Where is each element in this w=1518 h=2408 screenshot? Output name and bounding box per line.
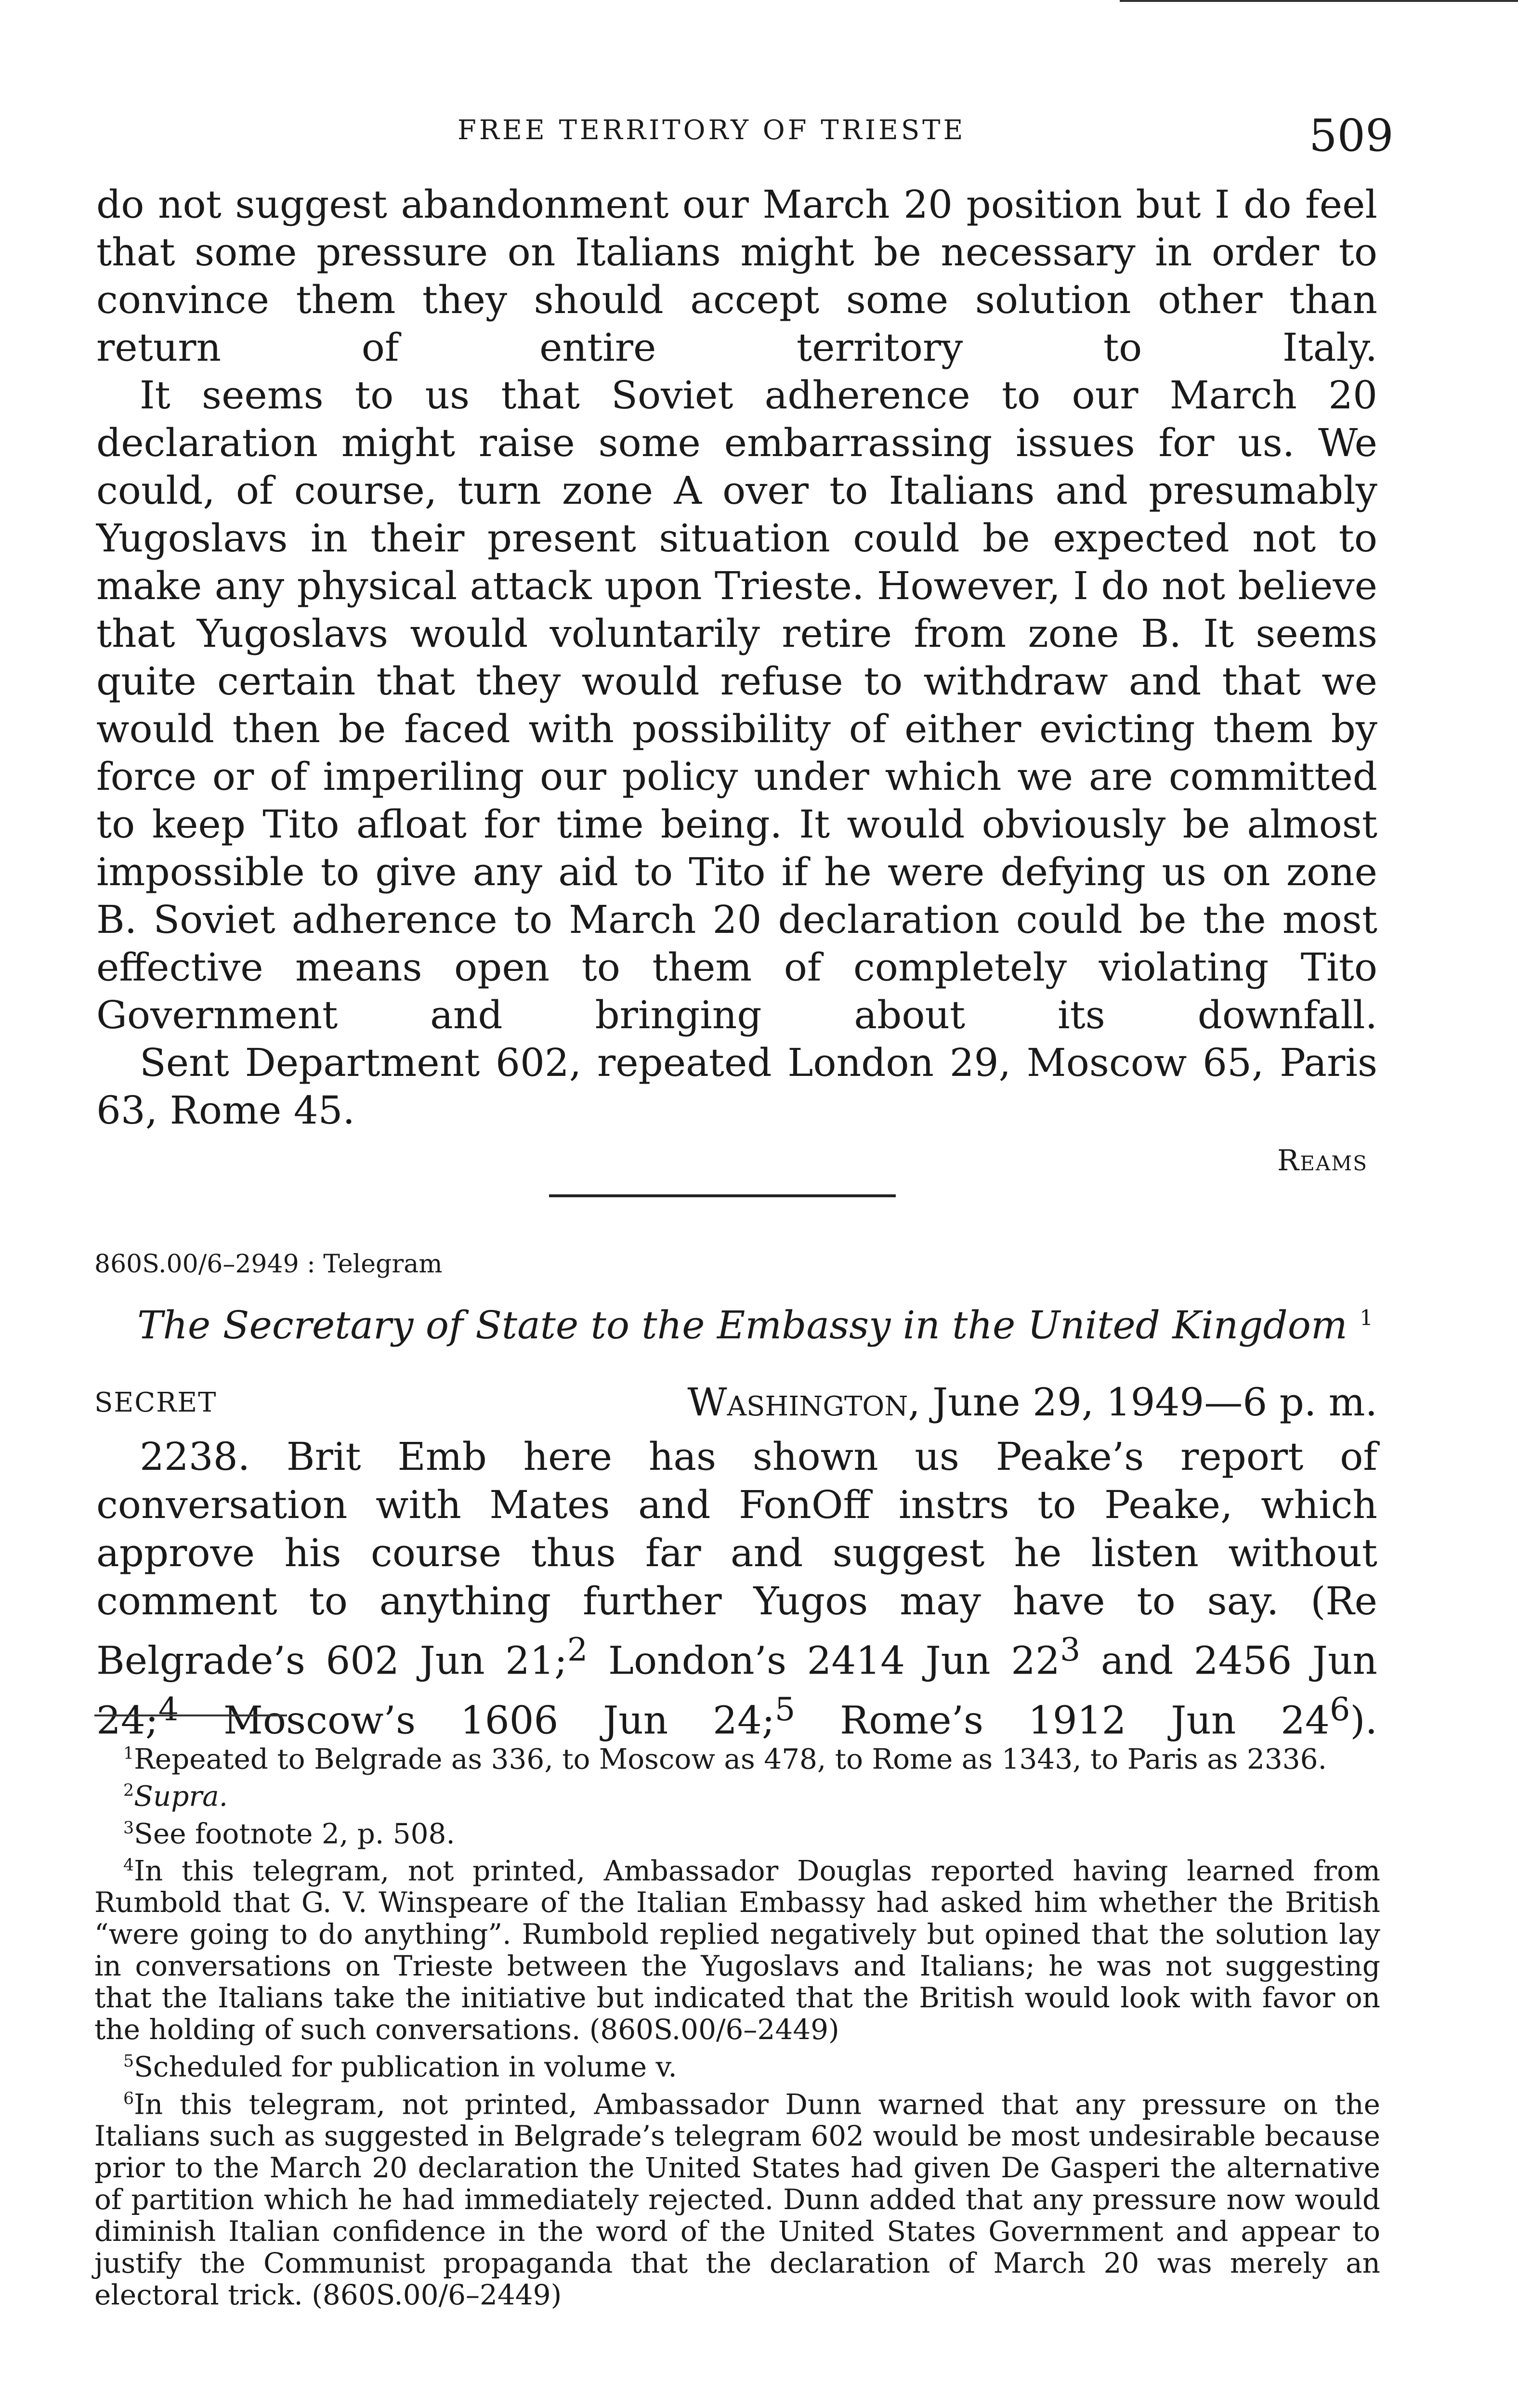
footnote xyxy=(94,1812,1380,1849)
footnote-marker: 6 xyxy=(1329,1690,1350,1728)
footnote xyxy=(94,1775,1380,1812)
dateline xyxy=(687,1380,1377,1425)
footnote-number: 2 xyxy=(123,1781,134,1801)
paragraph: do not suggest abandonment our March 20 position but I do feel that some pressure on Italians might be necessary in order to convince them they should accept some solution other than return of entire territory to Italy. xyxy=(96,182,1377,370)
dateline-place: Washington xyxy=(687,1380,908,1425)
paragraph: It seems to us that Soviet adherence to our March 20 declaration might raise some embarrassing issues for us. We could, of course, turn zone A over to Italians and presumably Yugoslavs in their present situation could be expected not to make any physical attack upon Trieste. However, I do not believe that Yugoslavs would voluntarily retire from zone B. It seems quite certain that they would refuse to withdraw and that we would then be faced with possibility of either evicting them by force or of imperiling our policy under which we are committed to keep Tito afloat for time being. It would obviously be almost impossible to give any aid to Tito if he were defying us on zone B. Soviet adherence to March 20 declaration could be the most effective means open to them of completely violating Tito Government and bringing about its downfall. xyxy=(96,373,1377,1037)
text-run: Moscow’s 1606 Jun 24; xyxy=(179,1698,775,1743)
running-head: FREE TERRITORY OF TRIESTE xyxy=(458,115,966,146)
signature: Reams xyxy=(1277,1144,1368,1178)
footnote-rule xyxy=(94,1714,287,1716)
footnote xyxy=(94,1849,1380,2045)
text-run: London’s 2414 Jun 22 xyxy=(588,1638,1060,1683)
footnote xyxy=(94,2083,1380,2311)
page-number: 509 xyxy=(1309,110,1394,161)
paragraph xyxy=(96,1433,1377,1744)
footnote-text: Repeated to Belgrade as 336, to Moscow as 478, to Rome as 1343, to Paris as 2336. xyxy=(134,1742,1327,1776)
classification-label: SECRET xyxy=(94,1387,217,1418)
footnote xyxy=(94,1738,1380,1775)
footnote-text: Supra. xyxy=(134,1780,228,1813)
paragraph: Sent Department 602, repeated London 29, Moscow 65, Paris 63, Rome 45. xyxy=(96,1040,1377,1133)
file-reference: 860S.00/6–2949 : Telegram xyxy=(94,1250,443,1279)
section-divider xyxy=(549,1194,896,1197)
document-title-text: The Secretary of State to the Embassy in the United Kingdom xyxy=(137,1303,1348,1348)
footnote-text: See footnote 2, p. 508. xyxy=(134,1817,455,1850)
footnote-text: In this telegram, not printed, Ambassador Douglas reported having learned from Rumbold that G. V. Winspeare of the Italian Embassy had asked him whether the British “were going to do anything”. Rumbold replied negatively but opined that the solution lay in conversations on Trieste between the Yugoslavs and Italians; he was not suggesting that the Italians take the initiative but indicated that the British would look with favor on the holding of such conversations. (860S.00/6–2449) xyxy=(94,1854,1380,2046)
footnote-marker: 1 xyxy=(1360,1306,1374,1331)
footnote-marker: 5 xyxy=(774,1690,796,1728)
footnote-marker: 2 xyxy=(567,1631,588,1668)
footnote-text: Scheduled for publication in volume v. xyxy=(134,2050,677,2083)
footnote-number: 6 xyxy=(123,2089,134,2108)
footnote-number: 1 xyxy=(123,1744,134,1763)
body-text xyxy=(96,181,1377,1134)
footnote-number: 3 xyxy=(123,1818,134,1838)
footnotes xyxy=(94,1738,1380,2311)
footnote-number: 5 xyxy=(123,2052,134,2071)
telegram-text xyxy=(96,1433,1377,1744)
text-run: Rome’s 1912 Jun 24 xyxy=(795,1698,1330,1743)
top-edge-rule xyxy=(1120,0,1518,2)
footnote-marker: 4 xyxy=(158,1690,179,1728)
footnote xyxy=(94,2045,1380,2082)
dateline-date: , June 29, 1949—6 p. m. xyxy=(908,1380,1377,1425)
text-run: 2238. Brit Emb here has shown us Peake’s report of conversation with Mates and FonOff instrs to Peake, which approve his course thus far and suggest he listen without comment to anything further Yugos may have to say. (Re Belgrade’s 602 Jun 21; xyxy=(96,1434,1377,1683)
text-run: and 2456 Jun 24; xyxy=(96,1638,1377,1743)
document-title xyxy=(137,1303,1380,1348)
text-run: ). xyxy=(1350,1698,1377,1743)
footnote-marker: 3 xyxy=(1060,1631,1081,1668)
footnote-number: 4 xyxy=(123,1855,134,1875)
footnote-text: In this telegram, not printed, Ambassador Dunn warned that any pressure on the Italians such as suggested in Belgrade’s telegram 602 would be most undesirable because prior to the March 20 declaration the United States had given De Gasperi the alternative of partition which he had immediately rejected. Dunn added that any pressure now would diminish Italian confidence in the word of the United States Government and appear to justify the Communist propaganda that the declaration of March 20 was merely an electoral trick. (860S.00/6–2449) xyxy=(94,2087,1380,2311)
